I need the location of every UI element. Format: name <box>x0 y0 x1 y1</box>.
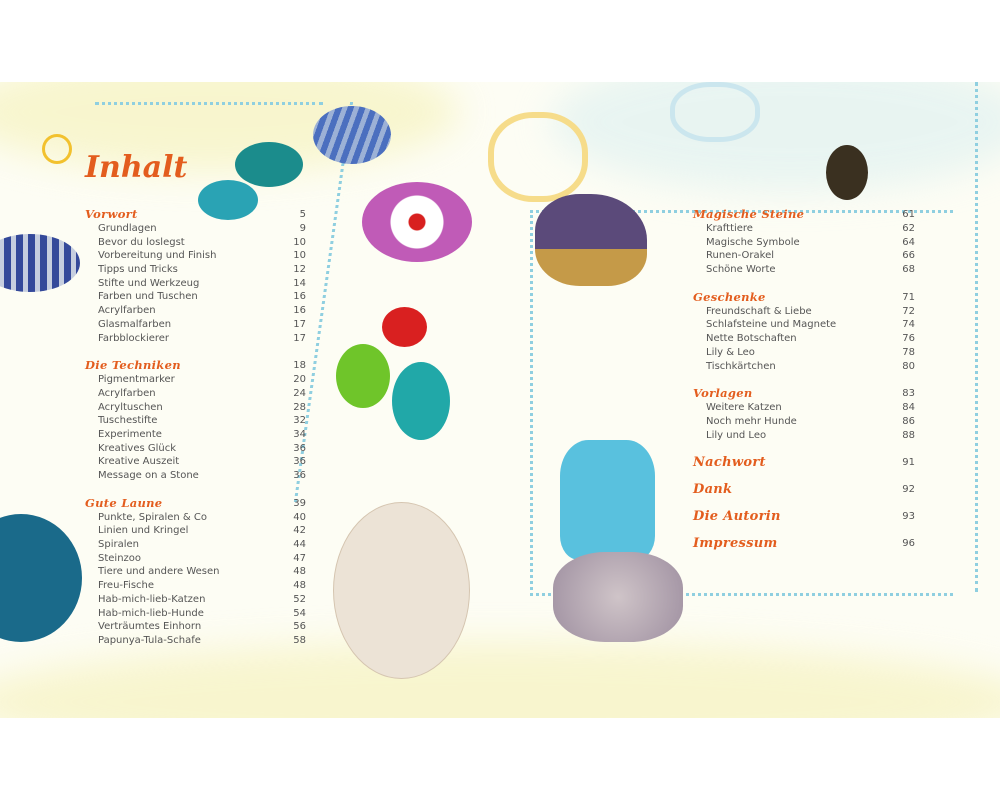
section-title[interactable]: Impressum <box>693 536 778 552</box>
entry-page-number: 32 <box>293 415 306 427</box>
toc-section <box>693 536 915 551</box>
toc-entry[interactable] <box>693 415 915 429</box>
toc-entry[interactable] <box>85 524 306 538</box>
toc-section <box>85 207 306 345</box>
entry-title[interactable]: Kreatives Glück <box>98 442 177 454</box>
entry-title[interactable]: Tipps und Tricks <box>98 264 178 276</box>
entry-title[interactable]: Pigmentmarker <box>98 374 175 386</box>
section-title[interactable]: Die Autorin <box>693 509 781 525</box>
entry-title[interactable]: Tiere und andere Wesen <box>98 566 220 578</box>
flower-decoration-blue <box>670 82 760 142</box>
entry-title[interactable]: Steinzoo <box>98 552 142 564</box>
toc-section <box>693 290 915 373</box>
entry-title[interactable]: Glasmalfarben <box>98 318 172 330</box>
toc-entry[interactable] <box>85 607 306 621</box>
toc-entry[interactable] <box>693 318 915 332</box>
toc-entry[interactable] <box>85 236 306 250</box>
section-page-number: 93 <box>902 511 915 523</box>
entry-title[interactable]: Weitere Katzen <box>706 402 782 414</box>
entry-page-number: 56 <box>293 621 306 633</box>
entry-title[interactable]: Nette Botschaften <box>706 333 797 345</box>
toc-entry[interactable] <box>693 236 915 250</box>
toc-entry[interactable] <box>693 263 915 277</box>
toc-entry[interactable] <box>693 360 915 374</box>
entry-page-number: 64 <box>902 236 915 248</box>
entry-title[interactable]: Message on a Stone <box>98 470 199 481</box>
toc-section <box>85 496 306 648</box>
toc-section <box>693 386 915 442</box>
toc-entry[interactable] <box>85 442 306 456</box>
section-page-number: 96 <box>902 538 915 550</box>
entry-page-number: 62 <box>902 223 915 234</box>
entry-page-number: 86 <box>902 415 915 427</box>
entry-title[interactable]: Punkte, Spiralen & Co <box>98 511 207 523</box>
entry-page-number: 42 <box>293 525 306 537</box>
entry-title[interactable]: Verträumtes Einhorn <box>98 621 202 633</box>
toc-section <box>85 358 306 483</box>
entry-page-number: 40 <box>293 511 306 523</box>
entry-page-number: 17 <box>293 318 306 330</box>
entry-page-number: 10 <box>293 236 306 248</box>
toc-section <box>693 455 915 470</box>
section-title[interactable]: Vorwort <box>85 207 138 221</box>
entry-title[interactable]: Lily & Leo <box>706 346 755 358</box>
entry-page-number: 78 <box>902 346 915 358</box>
word-stones-image <box>553 552 683 642</box>
entry-page-number: 14 <box>293 277 306 289</box>
entry-page-number: 44 <box>293 539 306 551</box>
entry-title[interactable]: Bevor du loslegst <box>98 236 185 248</box>
toc-heading[interactable] <box>693 482 915 497</box>
toc-entry[interactable] <box>85 634 306 648</box>
entry-title[interactable]: Farben und Tuschen <box>98 291 198 303</box>
entry-title[interactable]: Kreative Auszeit <box>98 456 180 468</box>
striped-stone-image <box>313 106 391 164</box>
entry-page-number: 34 <box>293 428 306 440</box>
toc-right-column <box>693 207 915 563</box>
monster-stone-image <box>336 344 390 408</box>
entry-page-number: 24 <box>293 387 306 399</box>
flower-stone-image <box>362 182 472 262</box>
section-title[interactable]: Dank <box>693 482 733 498</box>
entry-page-number: 12 <box>293 264 306 276</box>
toc-entry[interactable] <box>85 414 306 428</box>
entry-title[interactable]: Freundschaft & Liebe <box>706 305 812 317</box>
entry-page-number: 68 <box>902 264 915 276</box>
toc-entry[interactable] <box>693 429 915 443</box>
dotted-line <box>95 102 323 105</box>
entry-title[interactable]: Lily und Leo <box>706 429 767 441</box>
entry-title[interactable]: Linien und Kringel <box>98 525 189 537</box>
toc-entry[interactable] <box>85 290 306 304</box>
entry-page-number: 48 <box>293 580 306 592</box>
toc-entry[interactable] <box>85 538 306 552</box>
entry-title[interactable]: Magische Symbole <box>706 236 800 248</box>
toc-section <box>693 207 915 277</box>
entry-title[interactable]: Krafttiere <box>706 223 753 234</box>
toc-entry[interactable] <box>85 455 306 469</box>
fox-stone-image <box>535 194 647 286</box>
unicorn-stone-image <box>333 502 470 679</box>
entry-page-number: 16 <box>293 291 306 303</box>
toc-entry[interactable] <box>85 428 306 442</box>
section-title[interactable]: Magische Steine <box>693 207 805 221</box>
entry-page-number: 48 <box>293 566 306 578</box>
toc-heading[interactable] <box>693 207 915 222</box>
toc-entry[interactable] <box>85 277 306 291</box>
monster-stone-image <box>392 362 450 440</box>
toc-heading[interactable] <box>85 496 306 511</box>
toc-entry[interactable] <box>693 249 915 263</box>
monster-stone-image <box>382 307 427 347</box>
toc-entry[interactable] <box>85 565 306 579</box>
toc-left-column <box>85 207 306 661</box>
entry-title[interactable]: Papunya-Tula-Schafe <box>98 634 201 646</box>
entry-title[interactable]: Stifte und Werkzeug <box>98 277 200 289</box>
entry-page-number: 36 <box>293 456 306 468</box>
section-title[interactable]: Gute Laune <box>85 495 163 510</box>
flower-decoration <box>488 112 588 202</box>
toc-entry[interactable] <box>85 401 306 415</box>
entry-title[interactable]: Schöne Worte <box>706 264 776 276</box>
toc-entry[interactable] <box>693 401 915 415</box>
section-page-number: 92 <box>902 484 915 496</box>
toc-entry[interactable] <box>85 263 306 277</box>
toc-heading[interactable] <box>693 290 915 305</box>
toc-heading[interactable] <box>693 509 915 524</box>
toc-entry[interactable] <box>85 620 306 634</box>
toc-entry[interactable] <box>693 222 915 236</box>
entry-title[interactable]: Hab-mich-lieb-Katzen <box>98 593 206 605</box>
toc-section <box>693 509 915 524</box>
entry-page-number: 74 <box>902 319 915 331</box>
section-page-number: 39 <box>293 497 306 509</box>
entry-page-number: 80 <box>902 360 915 372</box>
entry-page-number: 76 <box>902 333 915 345</box>
section-page-number: 18 <box>293 360 306 372</box>
entry-title[interactable]: Runen-Orakel <box>706 250 775 262</box>
entry-page-number: 66 <box>902 250 915 262</box>
section-title[interactable]: Geschenke <box>693 289 766 304</box>
toc-entry[interactable] <box>693 332 915 346</box>
entry-title[interactable]: Experimente <box>98 428 162 440</box>
toc-heading[interactable] <box>693 386 915 401</box>
toc-heading[interactable] <box>85 358 306 373</box>
entry-title[interactable]: Acrylfarben <box>98 305 156 317</box>
toc-heading[interactable] <box>85 207 306 222</box>
section-page-number: 91 <box>902 457 915 469</box>
entry-title[interactable]: Freu-Fische <box>98 580 155 592</box>
entry-title[interactable]: Farbblockierer <box>98 332 170 344</box>
entry-title[interactable]: Acrylfarben <box>98 387 156 399</box>
toc-entry[interactable] <box>85 222 306 236</box>
toc-entry[interactable] <box>85 511 306 525</box>
entry-title[interactable]: Tischkärtchen <box>706 360 776 372</box>
owl-stone-image <box>826 145 868 200</box>
entry-page-number: 84 <box>902 402 915 414</box>
toc-entry[interactable] <box>85 304 306 318</box>
entry-page-number: 16 <box>293 305 306 317</box>
entry-page-number: 47 <box>293 552 306 564</box>
entry-title[interactable]: Vorbereitung und Finish <box>98 250 217 262</box>
entry-title[interactable]: Noch mehr Hunde <box>706 415 797 427</box>
toc-entry[interactable] <box>85 579 306 593</box>
striped-fish-stone-image <box>0 234 80 292</box>
entry-page-number: 72 <box>902 305 915 317</box>
toc-entry[interactable] <box>85 332 306 346</box>
toc-section <box>693 482 915 497</box>
section-page-number: 5 <box>299 209 306 220</box>
toc-entry[interactable] <box>85 318 306 332</box>
toc-entry[interactable] <box>693 305 915 319</box>
section-page-number: 83 <box>902 388 915 400</box>
entry-title[interactable]: Schlafsteine und Magnete <box>706 319 837 331</box>
entry-title[interactable]: Acryltuschen <box>98 401 163 413</box>
toc-entry[interactable] <box>85 249 306 263</box>
entry-page-number: 88 <box>902 429 915 441</box>
entry-page-number: 54 <box>293 607 306 619</box>
entry-page-number: 9 <box>299 223 306 234</box>
entry-page-number: 58 <box>293 634 306 646</box>
toc-entry[interactable] <box>85 552 306 566</box>
flower-icon <box>42 134 72 164</box>
entry-title[interactable]: Tuschestifte <box>98 415 158 427</box>
toc-entry[interactable] <box>693 346 915 360</box>
section-title[interactable]: Nachwort <box>693 455 766 471</box>
toc-entry[interactable] <box>85 593 306 607</box>
toc-entry[interactable] <box>85 373 306 387</box>
section-page-number: 71 <box>902 291 915 303</box>
entry-title[interactable]: Spiralen <box>98 539 139 551</box>
entry-page-number: 36 <box>293 470 306 481</box>
section-page-number: 61 <box>902 209 915 220</box>
section-title[interactable]: Vorlagen <box>693 386 753 401</box>
page-title: Inhalt <box>85 150 188 185</box>
organza-bag-image <box>560 440 655 560</box>
toc-heading[interactable] <box>693 455 915 470</box>
entry-page-number: 28 <box>293 401 306 413</box>
toc-entry[interactable] <box>85 387 306 401</box>
blue-wash <box>550 82 1000 192</box>
section-title[interactable]: Die Techniken <box>85 358 181 373</box>
entry-title[interactable]: Hab-mich-lieb-Hunde <box>98 607 204 619</box>
toc-entry[interactable] <box>85 469 306 483</box>
toc-heading[interactable] <box>693 536 915 551</box>
entry-page-number: 52 <box>293 593 306 605</box>
entry-page-number: 10 <box>293 250 306 262</box>
entry-page-number: 17 <box>293 332 306 344</box>
dotted-line <box>975 82 978 592</box>
mandala-stone-image <box>0 514 82 642</box>
entry-page-number: 20 <box>293 374 306 386</box>
eye-stone-image <box>235 142 303 187</box>
entry-page-number: 36 <box>293 442 306 454</box>
entry-title[interactable]: Grundlagen <box>98 223 157 234</box>
